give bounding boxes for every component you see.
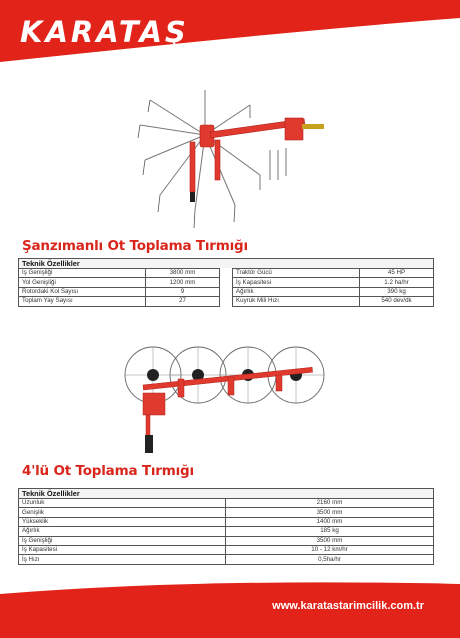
table-row	[233, 287, 434, 296]
website-link[interactable]: www.karatastarimcilik.com.tr	[272, 600, 424, 612]
spec-value: 1400 mm	[226, 517, 434, 526]
product1-specs-heading: Teknik Özellikler	[18, 258, 434, 268]
spec-value: 3500 mm	[226, 508, 434, 517]
spec-label: İş Genişliği	[19, 536, 226, 545]
product1-left-specs-table	[18, 268, 220, 307]
table-row	[233, 269, 434, 278]
spec-value: 1.2 ha/hr	[360, 278, 434, 287]
wheel-rake-photo	[118, 335, 338, 455]
spec-value: 2160 mm	[226, 499, 434, 508]
spec-value: 27	[146, 297, 220, 306]
table-row	[233, 278, 434, 287]
spec-label: Yükseklik	[19, 517, 226, 526]
spec-label: Ağırlık	[19, 527, 226, 536]
spec-label: Genişlik	[19, 508, 226, 517]
spec-label: Uzunluk	[19, 499, 226, 508]
spec-label: İş Hızı	[19, 555, 226, 564]
brand-logo: KARATAŞ	[20, 15, 189, 49]
spec-label: Rotordaki Kol Sayısı	[19, 287, 146, 296]
spec-value: 1200 mm	[146, 278, 220, 287]
spec-value: 9	[146, 287, 220, 296]
spec-label: Yol Genişliği	[19, 278, 146, 287]
table-row	[19, 517, 434, 526]
spec-label: Ağırlık	[233, 287, 360, 296]
spec-label: İş Kapasitesi	[233, 278, 360, 287]
table-row	[19, 297, 220, 306]
product2-title: 4'lü Ot Toplama Tırmığı	[22, 463, 194, 479]
spec-value: 390 kg	[360, 287, 434, 296]
table-row	[19, 536, 434, 545]
spec-value: 540 dev/dk	[360, 297, 434, 306]
table-row	[19, 269, 220, 278]
table-row	[19, 545, 434, 554]
table-row	[19, 508, 434, 517]
spec-label: Toplam Yay Sayısı	[19, 297, 146, 306]
spec-value: 45 HP	[360, 269, 434, 278]
spec-label: İş Kapasitesi	[19, 545, 226, 554]
product1-title: Şanzımanlı Ot Toplama Tırmığı	[22, 238, 248, 254]
table-row	[19, 527, 434, 536]
product1-right-specs-table	[232, 268, 434, 307]
spec-label: Kuyruk Mili Hızı	[233, 297, 360, 306]
table-row	[233, 297, 434, 306]
product2-specs-heading: Teknik Özellikler	[18, 488, 434, 498]
product2-specs-table	[18, 498, 434, 565]
table-row	[19, 287, 220, 296]
table-row	[19, 499, 434, 508]
spec-label: İş Genişliği	[19, 269, 146, 278]
spec-value: 3500 mm	[226, 536, 434, 545]
spec-value: 185 kg	[226, 527, 434, 536]
spec-value: 10 - 12 km/hr	[226, 545, 434, 554]
spec-value: 3800 mm	[146, 269, 220, 278]
spec-value: 0,5ha/hr	[226, 555, 434, 564]
spec-label: Traktör Gücü	[233, 269, 360, 278]
table-row	[19, 555, 434, 564]
rotary-rake-photo	[110, 80, 360, 240]
table-row	[19, 278, 220, 287]
